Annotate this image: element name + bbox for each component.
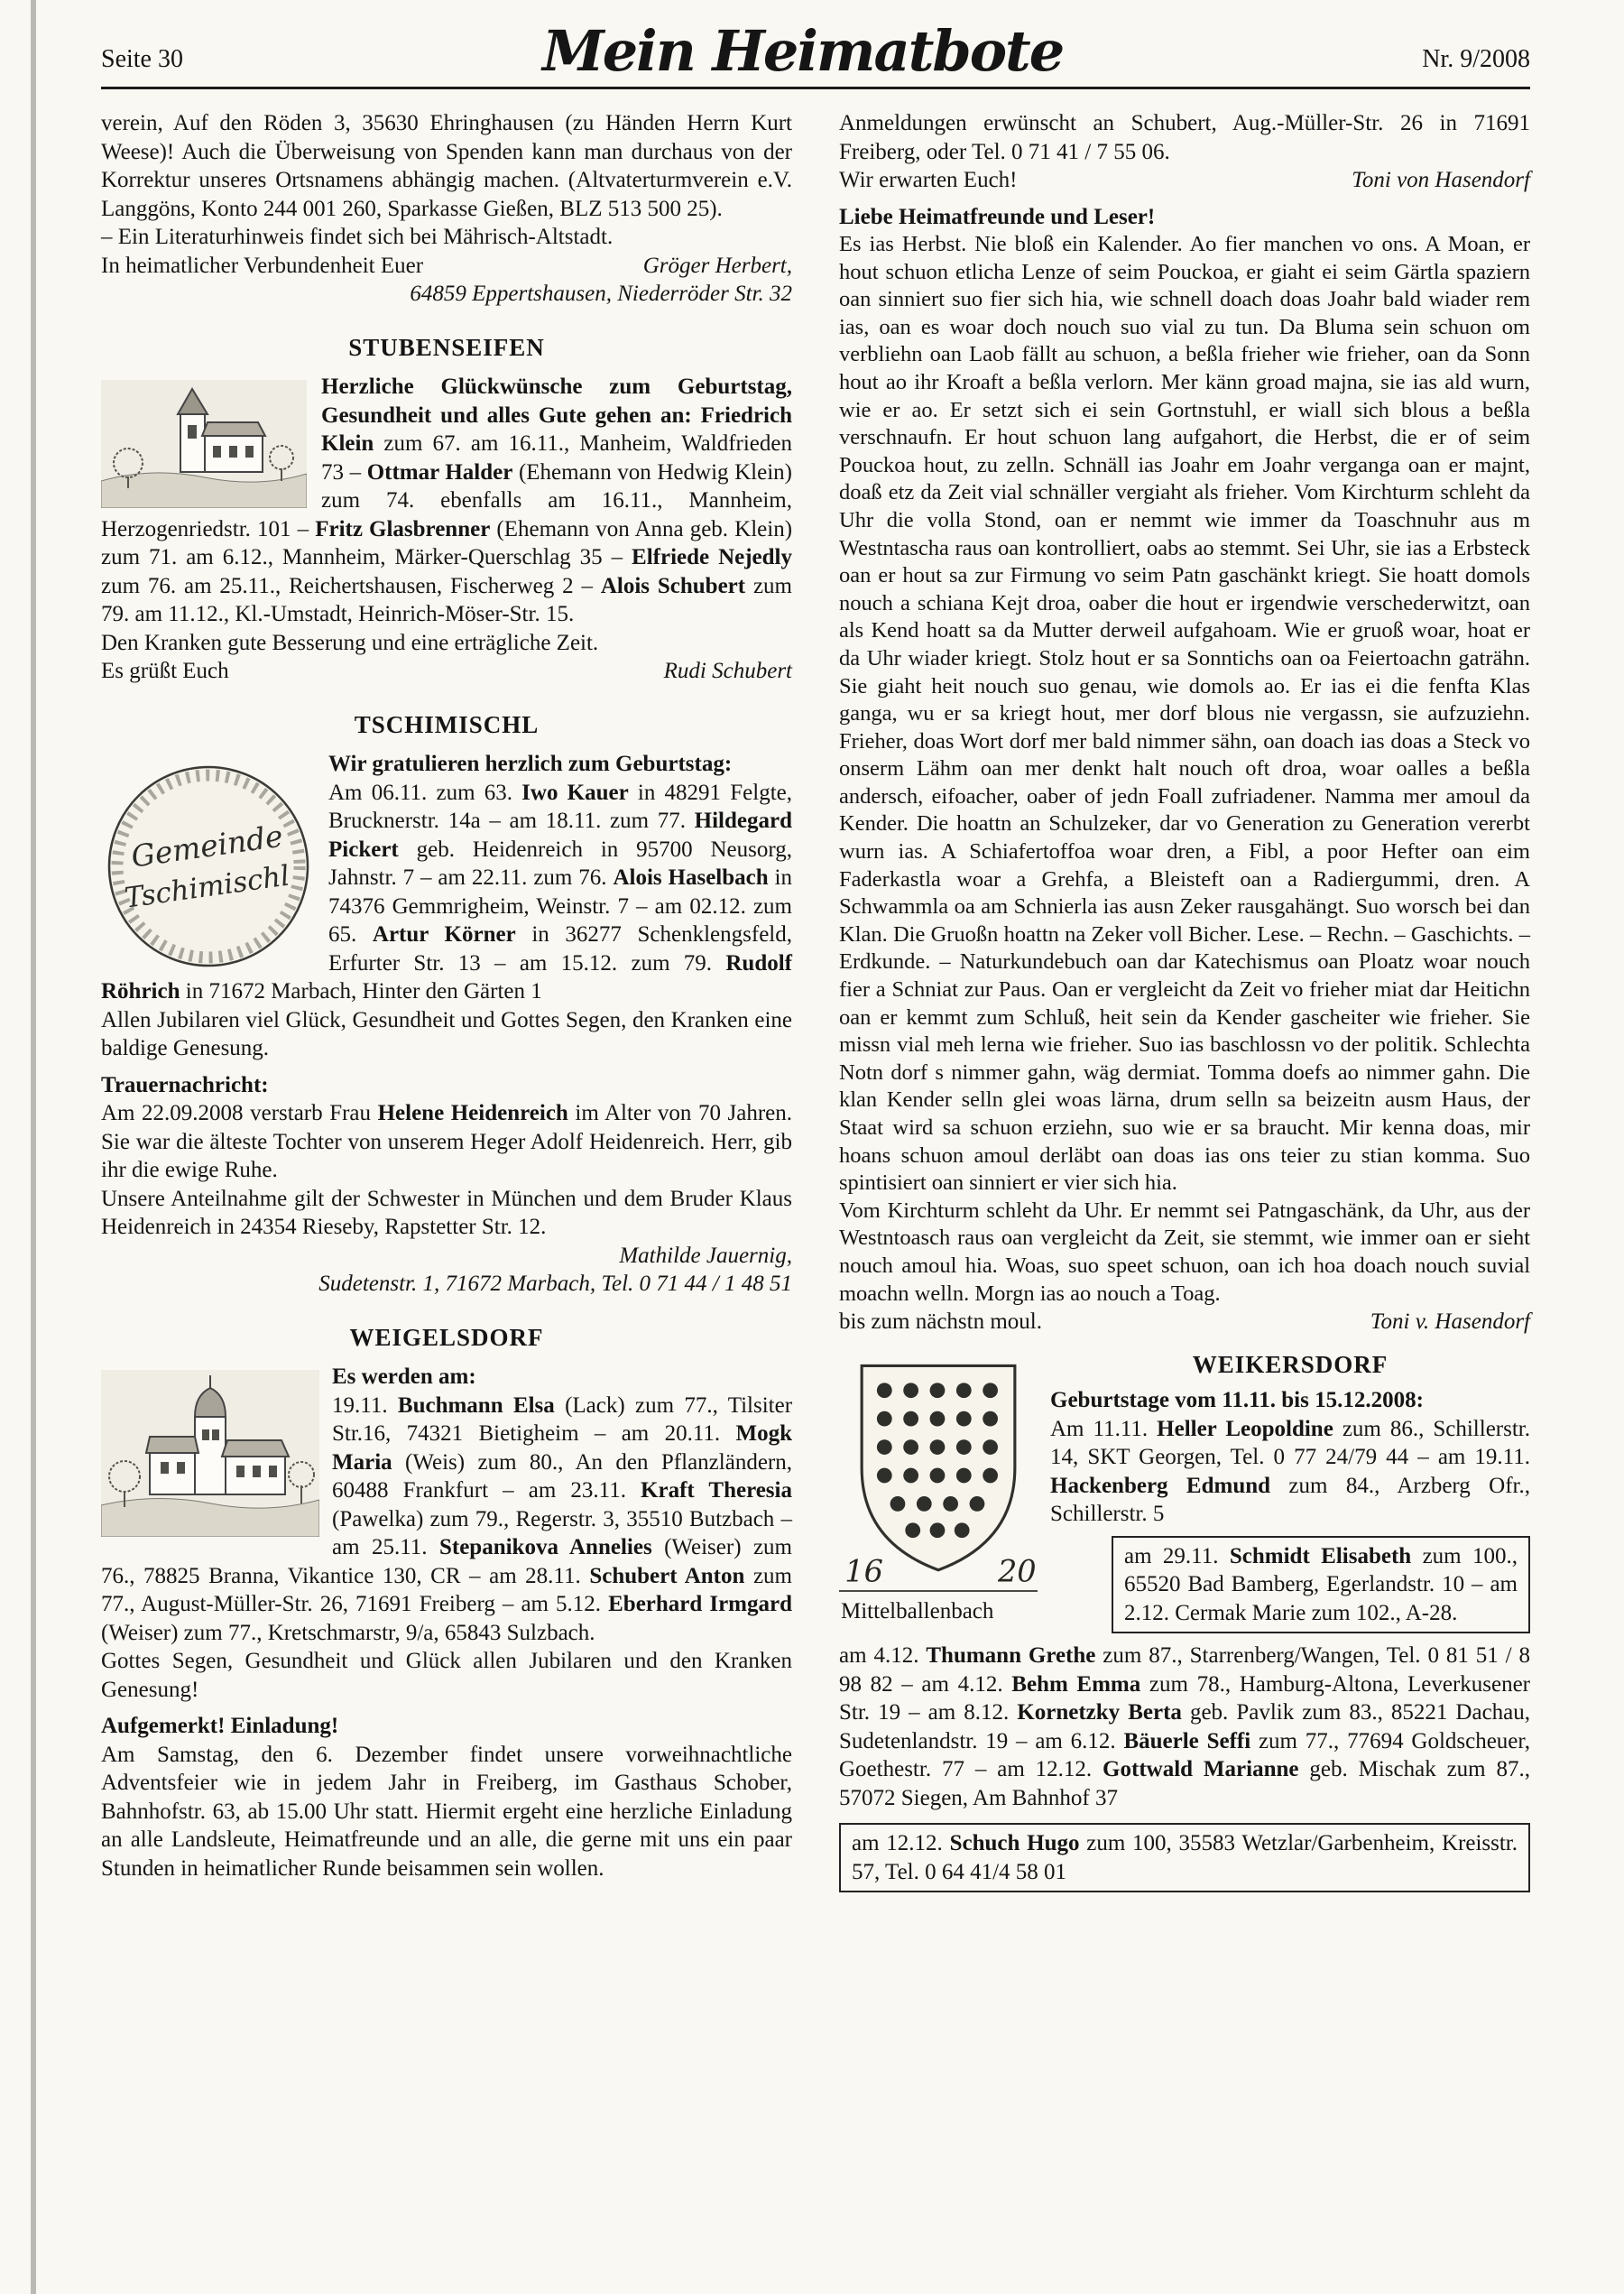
signature-lead: Wir erwarten Euch! (839, 168, 1018, 192)
section-title-weikersdorf: WEIKERSDORF (1192, 1350, 1389, 1378)
obituary-text: Am 22.09.2008 verstarb Frau Helene Heidenreich im Alter von 70 Jahren. Sie war die älteste Tochter von unserem Heger Adolf Heidenreich. Herr, gib ihr die ewige Ruhe. (101, 1101, 793, 1182)
seal-text-line1: Gemeinde (128, 818, 285, 874)
invitation-title: Aufgemerkt! Einladung! (101, 1714, 339, 1738)
village-seal-illustration (101, 759, 316, 974)
scan-edge-artifact (31, 0, 36, 2294)
issue-number: Nr. 9/2008 (1422, 45, 1530, 73)
letter-title: Liebe Heimatfreunde und Leser! (839, 204, 1156, 229)
dialect-letter-text-2: Vom Kirchturm schleht da Uhr. Er nemmt sei Patngaschänk, da Uhr, aus der Westntoasch raus oan vergleicht da Zeit, sie stemmt, wie immer oan er sieht nouch amoul hia. Woas, suo speet schuon, oan ich hoa doach nouch suvial moachn welln. Morgn ias ao nouch a Toag. (839, 1198, 1530, 1306)
condolence-text: Unsere Anteilnahme gilt der Schwester in München und dem Bruder Klaus Heidenreich in 24354 Rieseby, Rapstetter Str. 12. (101, 1186, 792, 1239)
section-tschimischl (101, 711, 792, 1299)
birthday-intro: Geburtstage vom 11.11. bis 15.12.2008: (1050, 1388, 1424, 1413)
coat-of-arms-caption: Mittelballenbach (839, 1590, 1038, 1626)
section-title-tschimischl: TSCHIMISCHL (354, 710, 540, 738)
church-illustration-2 (101, 1370, 319, 1537)
birthday-list-text: Am 11.11. Heller Leopoldine zum 86., Schillerstr. 14, SKT Georgen, Tel. 0 77 24/79 44 – am 19.11. Hackenberg Edmund zum 84., Arzberg Ofr., Schillerstr. 5 (1050, 1416, 1530, 1527)
masthead-logo: Mein Heimatbote (542, 18, 1064, 84)
section-title-weigelsdorf: WEIGELSDORF (349, 1323, 544, 1351)
birthday-list-text: 19.11. Buchmann Elsa (Lack) zum 77., Tilsiter Str.16, 74321 Bietigheim – am 20.11. Mogk Maria (Weis) zum 80., An den Pflanzländern, 60488 Frankfurt – am 23.11. Kraft Theresia (Pawelka) zum 79., Regerstr. 3, 35510 Butzbach – am 25.11. Stepanikova Annelies (Weiser) zum 76., 78825 Branna, Vikantice 130, CR – am 28.11. Schubert Anton zum 77., August-Müller-Str. 26, 71691 Freiberg – am 5.12. Eberhard Irmgard (Weiser) zum 77., Kretschmarstr, 9/a, 65843 Sulzbach. (101, 1392, 793, 1645)
church-sketch-icon (101, 380, 307, 508)
get-well-wish: Den Kranken gute Besserung und eine erträgliche Zeit. (101, 630, 599, 655)
section-stubenseifen (101, 334, 792, 686)
shield-number-left: 16 (844, 1552, 883, 1586)
page-number: Seite 30 (101, 45, 183, 73)
signature-lead: In heimatlicher Verbundenheit Euer (101, 253, 424, 278)
invitation-text: Am Samstag, den 6. Dezember findet unsere vorweihnachtliche Adventsfeier wie in jedem Jahr in Freiberg, im Gasthaus Schober, Bahnhofstr. 63, ab 15.00 Uhr statt. Hiermit ergeht eine herzliche Einladung an alle Landsleute, Heimatfreunde und an alle, die gerne mit uns ein paar Stunden in heimatlicher Runde beisammen sein wollen. (101, 1742, 792, 1881)
section-weigelsdorf (101, 1324, 792, 1883)
left-column (101, 109, 792, 1892)
content-columns (0, 89, 1624, 1892)
coat-of-arms-icon (839, 1356, 1038, 1586)
church-sketch-icon (101, 1370, 319, 1537)
church-illustration (101, 380, 307, 508)
page-header (0, 0, 1624, 85)
section-title-stubenseifen: STUBENSEIFEN (348, 333, 545, 361)
literature-hint: – Ein Literaturhinweis findet sich bei Mährisch-Altstadt. (101, 225, 614, 249)
section-herbst-letter (839, 203, 1530, 1337)
seal-text-line2: Tschimischl (122, 859, 292, 915)
continued-article-text: verein, Auf den Röden 3, 35630 Ehringhausen (zu Händen Herrn Kurt Weese)! Auch die Überweisung von Spenden kann man durchaus von der Korrektur unseres Ortsnamens abhängig machen. (Altvaterturmverein e.V. Langgöns, Konto 244 001 260, Sparkasse Gießen, BLZ 513 500 25). (101, 111, 792, 221)
coat-of-arms-illustration (839, 1356, 1038, 1626)
signature-lead: Es grüßt Euch (101, 659, 229, 683)
signature-line (839, 166, 1530, 195)
registration-note: Anmeldungen erwünscht an Schubert, Aug.-Müller-Str. 26 in 71691 Freiberg, oder Tel. 0 71 41 / 7 55 06. (839, 111, 1530, 164)
birthday-intro: Es werden am: (332, 1364, 476, 1389)
signature-name: Toni v. Hasendorf (1370, 1309, 1530, 1335)
birthday-greetings-text: Herzliche Glückwünsche zum Geburtstag, Gesundheit und alles Gute gehen an: Friedrich Klein zum 67. am 16.11., Manheim, Waldfrieden 73 – Ottmar Halder (Ehemann von Hedwig Klein) zum 74. ebenfalls am 16.11., Mannheim, Herzogenriedstr. 101 – Fritz Glasbrenner (Ehemann von Anna geb. Klein) zum 71. am 6.12., Mannheim, Märker-Querschlag 35 – Elfriede Nejedly zum 76. am 25.11., Reichertshausen, Fischerweg 2 – Alois Schubert zum 79. am 11.12., Kl.-Umstadt, Heinrich-Möser-Str. 15. (101, 375, 793, 626)
boxed-birthday-note: am 29.11. Schmidt Elisabeth zum 100., 65520 Bad Bamberg, Egerlandstr. 10 – am 2.12. Cermak Marie zum 102., A-28. (1112, 1536, 1530, 1634)
blessing-text: Gottes Segen, Gesundheit und Glück allen Jubilaren und den Kranken Genesung! (101, 1649, 792, 1702)
boxed-birthday-note-2: am 12.12. Schuch Hugo zum 100, 35583 Wetzlar/Garbenheim, Kreisstr. 57, Tel. 0 64 41/4 58 01 (839, 1823, 1530, 1892)
blessing-text: Allen Jubilaren viel Glück, Gesundheit und Gottes Segen, den Kranken eine baldige Genesung. (101, 1007, 792, 1060)
signature-line (101, 252, 792, 281)
shield-number-right: 20 (997, 1552, 1037, 1586)
signature-name: Mathilde Jauernig, (619, 1243, 792, 1268)
birthday-list-text-2: am 4.12. Thumann Grethe zum 87., Starrenberg/Wangen, Tel. 0 81 51 / 8 98 82 – am 4.12. Behm Emma zum 78., Hamburg-Altona, Leverkusener Str. 19 – am 8.12. Kornetzky Berta geb. Pavlik zum 83., 85221 Dachau, Sudetenlandstr. 19 – am 6.12. Bäuerle Seffi zum 77., 77694 Goldscheuer, Goethestr. 77 – am 12.12. Gottwald Marianne geb. Mischak zum 87., 57072 Siegen, Am Bahnhof 37 (839, 1643, 1531, 1810)
signature-name: Toni von Hasendorf (1352, 168, 1530, 192)
closing-line: bis zum nächstn moul. (839, 1309, 1042, 1335)
signature-line (101, 657, 792, 686)
signature-line (839, 1308, 1530, 1337)
birthday-list-text: Am 06.11. zum 63. Iwo Kauer in 48291 Felgte, Brucknerstr. 14a – am 18.11. zum 77. Hildegard Pickert geb. Heidenreich in 95700 Neusorg, Jahnstr. 7 – am 22.11. zum 76. Alois Haselbach in 74376 Gemmrigheim, Weinstr. 7 – am 02.12. zum 65. Artur Körner in 36277 Schenklengsfeld, Erfurter Str. 13 – am 15.12. zum 79. Rudolf Röhrich in 71672 Marbach, Hinter den Gärten 1 (101, 780, 793, 1004)
signature-name: Rudi Schubert (663, 659, 792, 683)
signature-address: 64859 Eppertshausen, Niederröder Str. 32 (410, 282, 792, 306)
obituary-title: Trauernachricht: (101, 1072, 269, 1097)
signature-name: Gröger Herbert, (642, 253, 792, 278)
congratulation-intro: Wir gratulieren herzlich zum Geburtstag: (328, 752, 733, 776)
seal-icon (101, 759, 316, 974)
signature-address: Sudetenstr. 1, 71672 Marbach, Tel. 0 71 44 / 1 48 51 (318, 1272, 792, 1296)
right-column (839, 109, 1530, 1892)
dialect-letter-text: Es ias Herbst. Nie bloß ein Kalender. Ao fier manchen vo ons. A Moan, er hout schuon etlicha Lenze of seim Pouckoa, er giaht ei seim Gärtla spaziern oan sinniert suo fier sich hia, wie schnell doach doas Joahr bald wiader rem ias, oan es woar doch nouch suo vial zu tun. Da Bluma sein schuon om verbliehn oan Laob fällt au schuon, a beßla frieher wie frieher, oan da Sonn hout ao ihr Kroaft a beßla verlorn. Mer känn groad majna, sie ias ald wurn, wie er ao. Er setzt sich ei sein Gortnstuhl, er wiall sich blous a beßla verschnaufn. Er hout schuon lang aufgahort, die Herbst, die er of seim Pouckoa hout, zu zelln. Schnäll ias Joahr em Joahr verganga oan er majnt, doaß etz da Zeit vial schnäller vergiaht als frieher. Vom Kirchturm schleht da Uhr die volla Stond, oan er nemmt wie immer da Toaschnuhr aus m Westntascha raus oan kontrolliert, oabs ao stemmt. Sei Uhr, sie ias a Erbsteck oan er hout sa zur Firmung vo seim Patn gaschänkt kriegt. Sie hoatt domols nouch a schiana Kejt droa, oaber die hout er irgendwie verschederwitzt, oan als Kend hoatt sa da Mutter derweil aufgahoam. Wie er gruoß woar, hoat er da Uhr wiader kriegt. Stolz hout er sa Sonntichs oan oa Feiertoachn gaträhn. Sie giaht heit nouch suo genau, wie domols ao. Er ias ei die fenfta Klas ganga, wu er sa kriegt hout, mer dorf blous nie vergassn, sie aufzuziehn. Frieher, doas Wort dorf mer bald nimmer sähn, oan doach ias doas a Steck vo onserm Lähm oan mer denkt halt nouch oft droa, woar oalles a beßla andersch, eifoacher, oaber of jedn Foall zufriadener. Namma mer amoul da Kender. Die hoattn an Schulzeker, dar vo Generation zu Generation vererbt wurn ias. A Schiafertoffoa woar dren, a Fibl, a poor Hefter oan eim Faderkastla woar a Grehfa, a Bleisteft oan a Radiergummi, dren. A Schwammla oa am Schnierla ias ausn Zeker rausgahängt. Suo worsch bei dan Klan. Die Gruoßn hoattn na Zeker voll Bicher. Lese. – Rechn. – Gaschichts. – Erdkunde. – Naturkundebuch oan dar Katechismus oan Ploatz woar nouch fier a Schniat zur Paus. Oan er vergleicht da Zeit vo frieher miat dar Heitichn oan er kemmt zum Schluß, heit sein da Kender gascheiter wie frieher. Sie missn vial meh lerna wie frieher. Suo ias baschlossn vo der politik. Schlechta Notn dorf s nimmer gahn, wäg dermiat. Tomma doefs ao nimmer gahn. Die klan Kender selln glei woas lärna, drum selln sa beizeitn ausm Haus, der Staat wird sa schuon erziehn, suo wie er sa braucht. Mir kenna doas, mir hoans schuon amoul derläbt oan doas ias ons teier zu stian komma. Suo spintisiert oan sinniert er vier sich hia. (839, 232, 1530, 1196)
section-weikersdorf (839, 1351, 1530, 1893)
